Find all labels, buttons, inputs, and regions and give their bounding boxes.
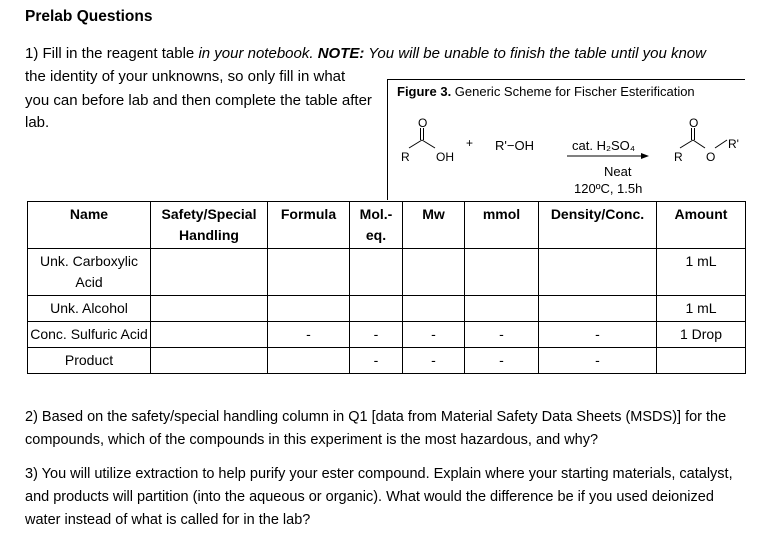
cell-safety	[151, 249, 268, 296]
table-row	[28, 322, 746, 348]
cell-mw	[403, 296, 465, 322]
cell-amount: 1 mL	[657, 296, 746, 322]
q1-text-b: in your notebook.	[198, 45, 318, 62]
col-header-amount: Amount	[657, 202, 746, 249]
cell-amount: 1 mL	[657, 249, 746, 296]
col-header-mmol: mmol	[465, 202, 539, 249]
col-header-name: Name	[28, 202, 151, 249]
q1-line-2: the identity of your unknowns, so only fill in what	[25, 68, 346, 85]
cell-amount: 1 Drop	[657, 322, 746, 348]
cell-safety	[151, 296, 268, 322]
cell-formula: -	[268, 322, 350, 348]
cell-safety	[151, 348, 268, 374]
cell-amount	[657, 348, 746, 374]
cell-name: Conc. Sulfuric Acid	[28, 322, 151, 348]
question-2: 2) Based on the safety/special handling column in Q1 [data from Material Safety Data Sheets (MSDS)] for the compounds, which of the compounds in this experiment is the most hazardous, and why?	[25, 409, 727, 448]
col-header-mw: Mw	[403, 202, 465, 249]
reagent-table	[27, 201, 746, 374]
condition-temperature: 120ºC, 1.5h	[574, 181, 643, 196]
cell-formula	[268, 348, 350, 374]
cell-density: -	[539, 348, 657, 374]
ester-structure	[680, 128, 727, 148]
cell-mw: -	[403, 348, 465, 374]
cell-mw: -	[403, 322, 465, 348]
cell-mmol: -	[465, 322, 539, 348]
cell-density	[539, 296, 657, 322]
table-row	[28, 249, 746, 296]
reaction-arrow-head	[641, 153, 649, 159]
q1-text-c: You will be unable to finish the table until you know	[364, 45, 706, 62]
table-row	[28, 348, 746, 374]
col-header-formula: Formula	[268, 202, 350, 249]
cell-mmol: -	[465, 348, 539, 374]
ester-r-label: R	[674, 150, 683, 164]
cell-name: Unk. Alcohol	[28, 296, 151, 322]
cell-mmol	[465, 296, 539, 322]
plus-sign: +	[466, 136, 474, 150]
condition-neat: Neat	[604, 164, 632, 179]
catalyst-label: cat. H₂SO₄	[572, 138, 636, 153]
cell-safety	[151, 322, 268, 348]
col-header-safety: Safety/Special Handling	[151, 202, 268, 249]
table-row	[28, 296, 746, 322]
ester-rprime-label: R'	[728, 137, 739, 151]
q1-note: NOTE:	[317, 45, 365, 62]
cell-mol-eq	[350, 296, 403, 322]
carboxylic-acid-structure	[409, 128, 435, 148]
cell-mol-eq	[350, 249, 403, 296]
figure-caption	[397, 84, 695, 99]
cell-formula	[268, 249, 350, 296]
cell-density	[539, 249, 657, 296]
ester-o-label: O	[706, 150, 716, 164]
acid-r-label: R	[401, 150, 410, 164]
q1-text-a: 1) Fill in the reagent table	[25, 45, 199, 62]
acid-carbonyl-o: O	[418, 116, 428, 130]
q1-line-1	[25, 45, 706, 62]
cell-mol-eq: -	[350, 322, 403, 348]
cell-mol-eq: -	[350, 348, 403, 374]
cell-mw	[403, 249, 465, 296]
cell-formula	[268, 296, 350, 322]
col-header-density: Density/Conc.	[539, 202, 657, 249]
cell-name: Unk. Carboxylic Acid	[28, 249, 151, 296]
page-title: Prelab Questions	[25, 8, 153, 25]
table-header-row	[28, 202, 746, 249]
ester-carbonyl-o: O	[689, 116, 699, 130]
figure-label: Figure 3.	[397, 84, 452, 99]
cell-name: Product	[28, 348, 151, 374]
alcohol-label: R'−OH	[495, 138, 534, 153]
cell-density: -	[539, 322, 657, 348]
q1-line-3: you can before lab and then complete the table after	[25, 92, 372, 109]
figure-caption-text: Generic Scheme for Fischer Esterification	[451, 84, 695, 99]
question-3: 3) You will utilize extraction to help purify your ester compound. Explain where your starting materials, catalyst, and products will partition (into the aqueous or organic). What would the difference be if you used deionized water instead of what is called for in the lab?	[25, 466, 733, 528]
col-header-mol-eq: Mol.-eq.	[350, 202, 403, 249]
cell-mmol	[465, 249, 539, 296]
q1-line-4: lab.	[25, 114, 50, 131]
acid-oh-label: OH	[436, 150, 454, 164]
